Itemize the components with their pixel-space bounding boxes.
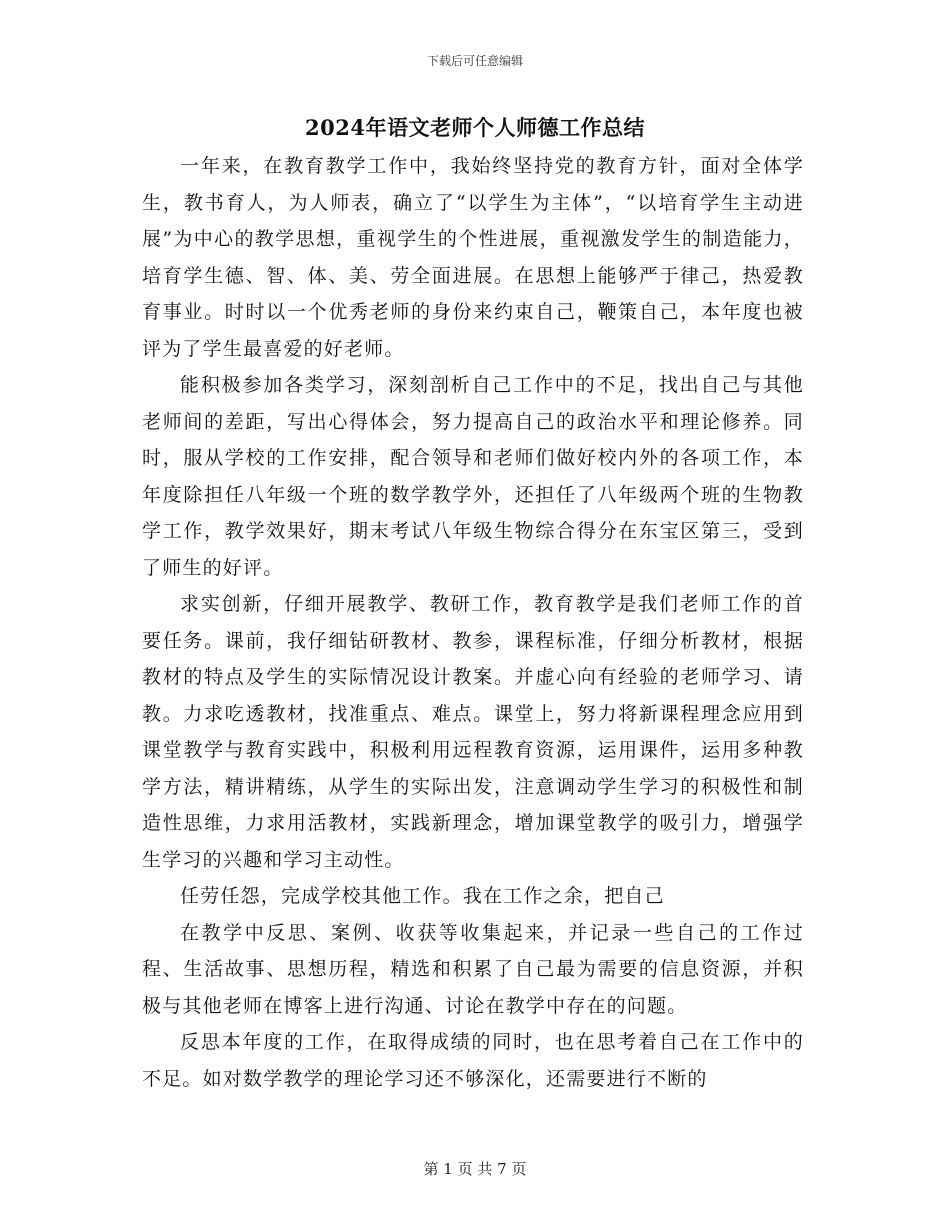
paragraph: 能积极参加各类学习，深刻剖析自己工作中的不足，找出自己与其他老师间的差距，写出心得体会，努力提高自己的政治水平和理论修养。同时，服从学校的工作安排，配合领导和老师们做好校内外的各项工作，本年度除担任八年级一个班的数学教学外，还担任了八年级两个班的生物教学工作，教学效果好，期末考试八年级生物综合得分在东宝区第三，受到了师生的好评。 bbox=[142, 374, 804, 579]
page-number-footer: 第 1 页 共 7 页 bbox=[423, 1160, 527, 1178]
page-header: 下载后可任意编辑 bbox=[426, 54, 523, 68]
paragraph: 反思本年度的工作，在取得成绩的同时，也在思考着自己在工作中的不足。如对数学教学的理论学习还不够深化，还需要进行不断的 bbox=[142, 1031, 804, 1090]
paragraph: 在教学中反思、案例、收获等收集起来，并记录一些自己的工作过程、生活故事、思想历程，精选和积累了自己最为需要的信息资源，并积极与其他老师在博客上进行沟通、讨论在教学中存在的问题。 bbox=[142, 921, 804, 1017]
paragraph: 一年来，在教育教学工作中，我始终坚持党的教育方针，面对全体学生，教书育人，为人师表，确立了“以学生为主体”，“以培育学生主动进展”为中心的教学思想，重视学生的个性进展，重视激发学生的制造能力，培育学生德、智、体、美、劳全面进展。在思想上能够严于律己，热爱教育事业。时时以一个优秀老师的身份来约束自己，鞭策自己，本年度也被评为了学生最喜爱的好老师。 bbox=[142, 155, 804, 360]
document-title: 2024年语文老师个人师德工作总结 bbox=[305, 115, 645, 140]
document-body bbox=[142, 148, 804, 1097]
paragraph: 任劳任怨，完成学校其他工作。我在工作之余，把自己 bbox=[180, 885, 665, 907]
paragraph: 求实创新，仔细开展教学、教研工作，教育教学是我们老师工作的首要任务。课前，我仔细钻研教材、教参，课程标准，仔细分析教材，根据教材的特点及学生的实际情况设计教案。并虚心向有经验的老师学习、请教。力求吃透教材，找准重点、难点。课堂上，努力将新课程理念应用到课堂教学与教育实践中，积极利用远程教育资源，运用课件，运用多种教学方法，精讲精练，从学生的实际出发，注意调动学生学习的积极性和制造性思维，力求用活教材，实践新理念，增加课堂教学的吸引力，增强学生学习的兴趣和学习主动性。 bbox=[142, 593, 804, 871]
